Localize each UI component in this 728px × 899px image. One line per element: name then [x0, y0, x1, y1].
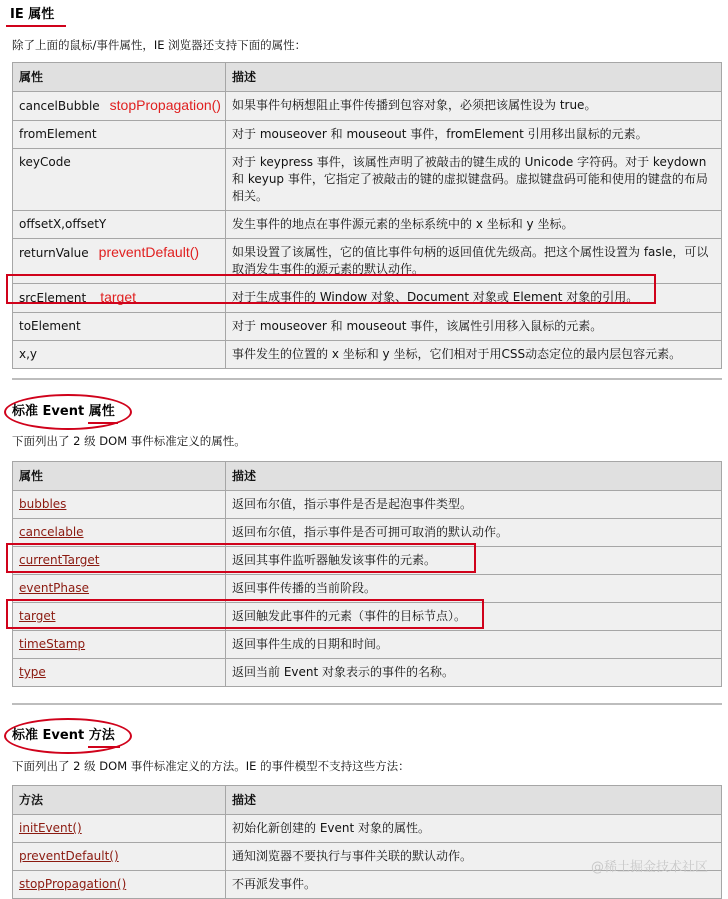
- property-link-type[interactable]: type: [19, 665, 46, 679]
- table-row: [13, 121, 722, 149]
- property-cell: [13, 491, 226, 519]
- property-link-timeStamp[interactable]: timeStamp: [19, 637, 86, 651]
- property-link-currentTarget[interactable]: currentTarget: [19, 553, 100, 567]
- table-row: [13, 211, 722, 239]
- property-cell: [13, 92, 226, 121]
- ie-section-title: IE 属性: [10, 7, 55, 22]
- property-name: returnValue: [19, 246, 89, 260]
- std-props-title: [12, 403, 115, 421]
- method-link-initEvent[interactable]: initEvent(): [19, 821, 82, 835]
- watermark: @稀土掘金技术社区: [590, 860, 708, 875]
- description-cell: 对于 mouseover 和 mouseout 事件，该属性引用移入鼠标的元素。: [226, 313, 722, 341]
- ie-intro: 除了上面的鼠标/事件属性，IE 浏览器还支持下面的属性：: [12, 38, 307, 52]
- table-row: [13, 815, 722, 843]
- description-cell: 对于生成事件的 Window 对象、Document 对象或 Element 对象的引用。: [226, 284, 722, 313]
- description-cell: 返回其事件监听器触发该事件的元素。: [226, 547, 722, 575]
- table-row: [13, 659, 722, 687]
- method-cell: [13, 815, 226, 843]
- header-description: 描述: [226, 786, 722, 815]
- description-cell: 返回布尔值，指示事件是否可拥可取消的默认动作。: [226, 519, 722, 547]
- header-description: 描述: [226, 63, 722, 92]
- std-methods-title: [12, 727, 115, 745]
- description-cell: 返回触发此事件的元素（事件的目标节点）。: [226, 603, 722, 631]
- property-cell: [13, 603, 226, 631]
- header-property: 属性: [13, 63, 226, 92]
- property-cell: toElement: [13, 313, 226, 341]
- description-cell: 不再派发事件。: [226, 871, 722, 899]
- annotation-note: target: [100, 289, 137, 305]
- section-divider: [12, 703, 722, 705]
- header-method: 方法: [13, 786, 226, 815]
- description-cell: 返回布尔值，指示事件是否是起泡事件类型。: [226, 491, 722, 519]
- section-divider: [12, 378, 722, 380]
- method-cell: [13, 871, 226, 899]
- table-row: [13, 313, 722, 341]
- annotation-note: preventDefault(): [98, 244, 200, 260]
- header-property: 属性: [13, 462, 226, 491]
- property-name: cancelBubble: [19, 99, 100, 113]
- property-cell: [13, 519, 226, 547]
- property-cell: [13, 575, 226, 603]
- property-link-eventPhase[interactable]: eventPhase: [19, 581, 90, 595]
- description-cell: 返回当前 Event 对象表示的事件的名称。: [226, 659, 722, 687]
- property-name: srcElement: [19, 291, 87, 305]
- std-methods-intro: 下面列出了 2 级 DOM 事件标准定义的方法。IE 的事件模型不支持这些方法：: [12, 759, 410, 773]
- property-cell: keyCode: [13, 149, 226, 211]
- property-cell: fromElement: [13, 121, 226, 149]
- title-red-underline: [88, 746, 120, 748]
- annotation-note: stopPropagation(): [109, 97, 221, 113]
- std-methods-title-prefix: 标准 Event: [12, 728, 89, 743]
- table-header-row: [13, 786, 722, 815]
- table-row: [13, 547, 722, 575]
- title-red-underline: [6, 25, 66, 27]
- title-red-underline: [88, 422, 118, 424]
- std-methods-table: [12, 785, 722, 899]
- table-row: [13, 239, 722, 284]
- std-props-intro: 下面列出了 2 级 DOM 事件标准定义的属性。: [12, 434, 246, 448]
- table-row: [13, 631, 722, 659]
- table-row: [13, 575, 722, 603]
- description-cell: 通知浏览器不要执行与事件关联的默认动作。: [226, 843, 722, 871]
- description-cell: 对于 keypress 事件，该属性声明了被敲击的键生成的 Unicode 字符码。对于 keydown 和 keyup 事件，它指定了被敲击的键的虚拟键盘码。虚拟键盘码可能和使用的键盘的布局相关。: [226, 149, 722, 211]
- ie-properties-table: [12, 62, 722, 369]
- method-link-stopPropagation[interactable]: stopPropagation(): [19, 877, 127, 891]
- property-cell: x,y: [13, 341, 226, 369]
- table-row: [13, 284, 722, 313]
- property-cell: [13, 659, 226, 687]
- property-cell: offsetX,offsetY: [13, 211, 226, 239]
- method-link-preventDefault[interactable]: preventDefault(): [19, 849, 119, 863]
- table-header-row: [13, 462, 722, 491]
- std-props-title-prefix: 标准 Event: [12, 404, 89, 419]
- description-cell: 对于 mouseover 和 mouseout 事件，fromElement 引用移出鼠标的元素。: [226, 121, 722, 149]
- table-header-row: [13, 63, 722, 92]
- std-methods-title-suffix: 方法: [88, 728, 115, 743]
- property-link-bubbles[interactable]: bubbles: [19, 497, 67, 511]
- property-link-cancelable[interactable]: cancelable: [19, 525, 84, 539]
- description-cell: 初始化新创建的 Event 对象的属性。: [226, 815, 722, 843]
- std-properties-table: [12, 461, 722, 687]
- property-cell: [13, 547, 226, 575]
- header-description: 描述: [226, 462, 722, 491]
- table-row: [13, 603, 722, 631]
- table-row: [13, 149, 722, 211]
- method-cell: [13, 843, 226, 871]
- property-cell: [13, 284, 226, 313]
- description-cell: 如果设置了该属性，它的值比事件句柄的返回值优先级高。把这个属性设置为 fasle，可以取消发生事件的源元素的默认动作。: [226, 239, 722, 284]
- std-props-title-suffix: 属性: [88, 404, 115, 419]
- table-row: [13, 519, 722, 547]
- description-cell: 返回事件生成的日期和时间。: [226, 631, 722, 659]
- description-cell: 事件发生的位置的 x 坐标和 y 坐标，它们相对于用CSS动态定位的最内层包容元素。: [226, 341, 722, 369]
- property-cell: [13, 631, 226, 659]
- property-cell: [13, 239, 226, 284]
- table-row: [13, 491, 722, 519]
- description-cell: 如果事件句柄想阻止事件传播到包容对象，必须把该属性设为 true。: [226, 92, 722, 121]
- table-row: [13, 92, 722, 121]
- description-cell: 返回事件传播的当前阶段。: [226, 575, 722, 603]
- table-row: [13, 341, 722, 369]
- description-cell: 发生事件的地点在事件源元素的坐标系统中的 x 坐标和 y 坐标。: [226, 211, 722, 239]
- property-link-target[interactable]: target: [19, 609, 56, 623]
